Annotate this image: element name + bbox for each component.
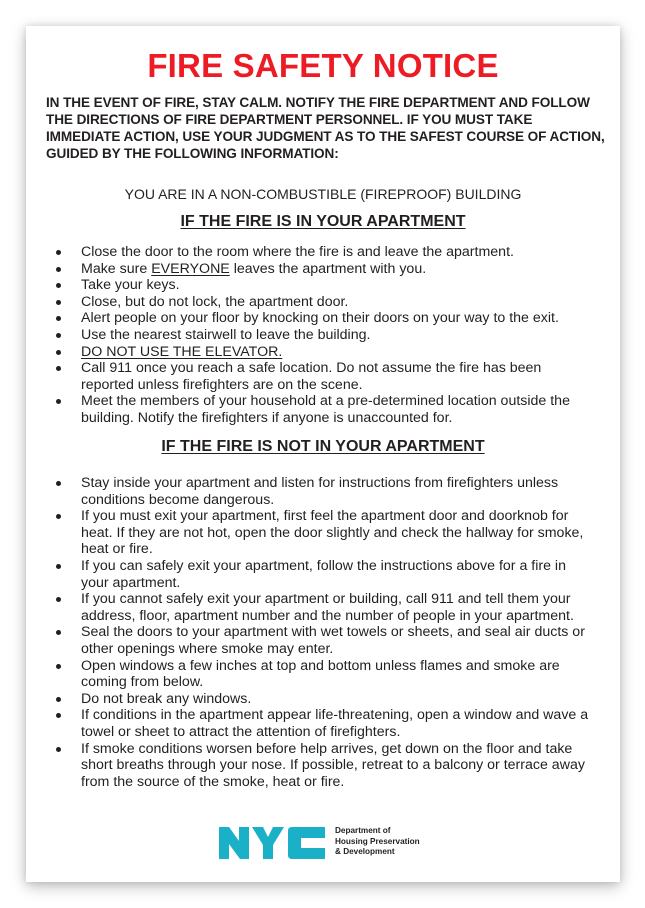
list-item: Close the door to the room where the fire is and leave the apartment. [50,244,595,261]
bullet-icon [56,514,61,519]
list-item: Make sure EVERYONE leaves the apartment with you. [50,261,595,278]
list-item: Alert people on your floor by knocking on their doors on your way to the exit. [50,310,595,327]
bullet-icon [56,597,61,602]
bullet-icon [56,481,61,486]
list-item: If smoke conditions worsen before help arrives, get down on the floor and take short breaths through your nose. If possible, retreat to a balcony or terrace away from the source of the smoke, heat or fire. [50,741,595,791]
bullet-icon [56,713,61,718]
emphasis-no-elevator: DO NOT USE THE ELEVATOR. [81,343,283,360]
bullet-icon [56,664,61,669]
section-heading-in-apartment: IF THE FIRE IS IN YOUR APARTMENT [180,213,466,230]
bullet-icon [56,564,61,569]
building-type: YOU ARE IN A NON-COMBUSTIBLE (FIREPROOF) BUILDING [124,186,522,202]
list-item: Use the nearest stairwell to leave the building. [50,327,595,344]
list-item: Do not break any windows. [50,691,595,708]
emphasis-everyone: EVERYONE [151,260,230,277]
list-item: Seal the doors to your apartment with wet towels or sheets, and seal air ducts or other openings where smoke may enter. [50,624,595,657]
not-in-apartment-list [50,475,595,790]
list-item: Stay inside your apartment and listen for instructions from firefighters unless conditions become dangerous. [50,475,595,508]
list-item: If conditions in the apartment appear life-threatening, open a window and wave a towel or sheet to attract the attention of firefighters. [50,707,595,740]
notice-title: FIRE SAFETY NOTICE [147,47,499,84]
list-item: Call 911 once you reach a safe location. Do not assume the fire has been reported unless firefighters are on the scene. [50,360,595,393]
bullet-icon [56,350,61,355]
section-heading-not-in-apartment: IF THE FIRE IS NOT IN YOUR APARTMENT [161,438,485,455]
bullet-icon [56,283,61,288]
in-apartment-list [50,244,595,427]
list-item: Open windows a few inches at top and bottom unless flames and smoke are coming from below. [50,658,595,691]
bullet-icon [56,300,61,305]
nyc-hpd-logo [218,823,438,863]
bullet-icon [56,366,61,371]
nyc-logo-icon [218,823,330,863]
bullet-icon [56,399,61,404]
list-item: If you cannot safely exit your apartment or building, call 911 and tell them your address, floor, apartment number and the number of people in your apartment. [50,591,595,624]
bullet-icon [56,697,61,702]
list-item: Close, but do not lock, the apartment door. [50,294,595,311]
bullet-icon [56,747,61,752]
bullet-icon [56,630,61,635]
bullet-icon [56,333,61,338]
list-item [50,344,595,361]
list-item: If you must exit your apartment, first feel the apartment door and doorknob for heat. If they are not hot, open the door slightly and check the hallway for smoke, heat or fire. [50,508,595,558]
bullet-icon [56,267,61,272]
list-item: If you can safely exit your apartment, follow the instructions above for a fire in your apartment. [50,558,595,591]
department-name: Department of Housing Preservation & Development [335,826,420,856]
bullet-icon [56,250,61,255]
fire-safety-notice-sheet [26,26,620,882]
list-item: Meet the members of your household at a pre-determined location outside the building. Notify the firefighters if anyone is unaccounted for. [50,393,595,426]
notice-intro: IN THE EVENT OF FIRE, STAY CALM. NOTIFY THE FIRE DEPARTMENT AND FOLLOW THE DIRECTIONS OF FIRE DEPARTMENT PERSONNEL. IF YOU MUST TAKE IMMEDIATE ACTION, USE YOUR JUDGMENT AS TO THE SAFEST COURSE OF ACTION, GUIDED BY THE FOLLOWING INFORMATION: [46,95,605,161]
bullet-icon [56,316,61,321]
list-item: Take your keys. [50,277,595,294]
